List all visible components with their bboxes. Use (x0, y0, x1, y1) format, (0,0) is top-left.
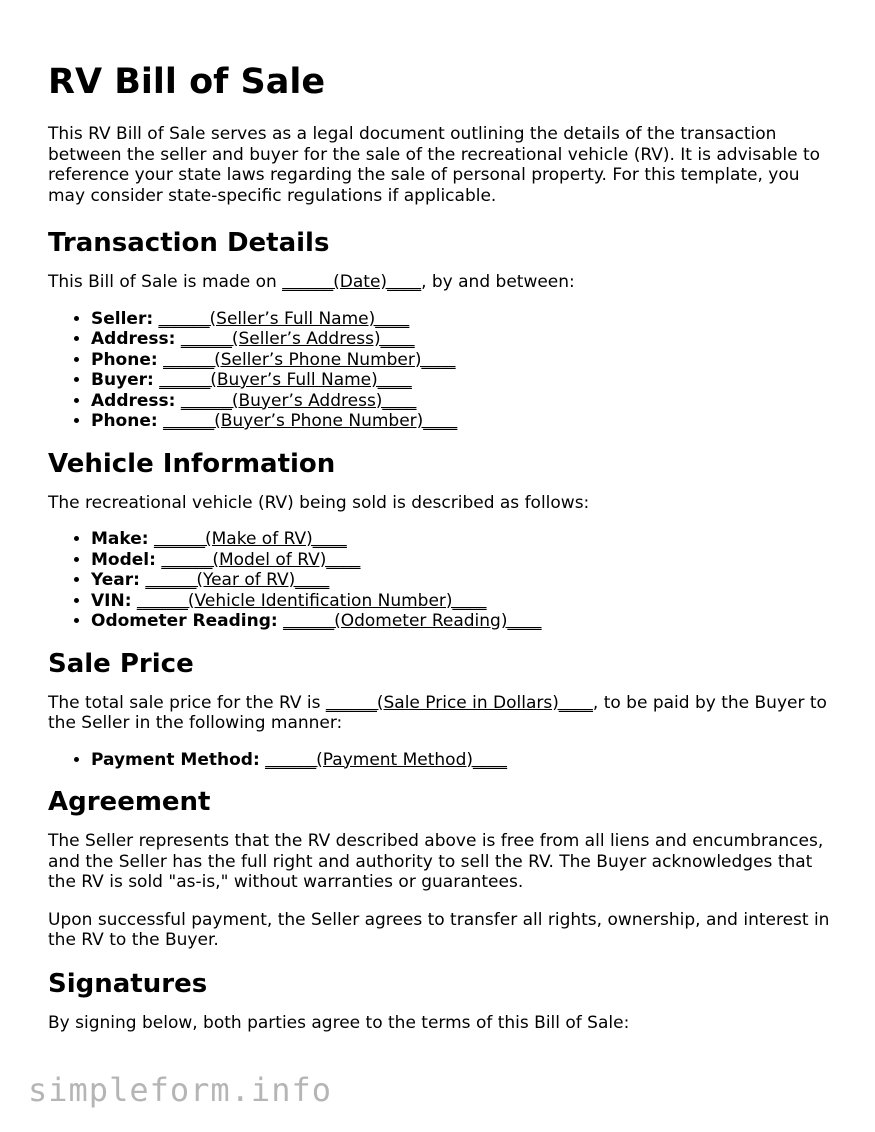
transaction-sentence (48, 272, 838, 293)
page-title: RV Bill of Sale (48, 62, 326, 102)
price-sentence-start: The total sale price for the RV is (48, 692, 326, 713)
field-label: Model: (91, 549, 156, 570)
transaction-sentence-start: This Bill of Sale is made on (48, 272, 283, 292)
list-item (91, 411, 838, 432)
field-blank: ______(Year of RV)____ (145, 570, 330, 590)
party-list (48, 309, 838, 432)
field-label: Payment Method: (91, 749, 260, 770)
section-heading-price: Sale Price (48, 648, 194, 679)
list-item (91, 750, 838, 771)
section-heading-vehicle: Vehicle Information (48, 448, 336, 479)
agreement-paragraph: The Seller represents that the RV described above is free from all liens and encumbrances, and the Seller has the full right and authority to sell the RV. The Buyer acknowledges that the RV is sold "as-is," without warranties or guarantees. (48, 831, 824, 892)
payment-list (48, 750, 838, 771)
list-item (91, 611, 838, 632)
intro-paragraph: This RV Bill of Sale serves as a legal document outlining the details of the transaction between the seller and buyer for the sale of the recreational vehicle (RV). It is advisable to reference your state laws regarding the sale of personal property. For this template, you may consider state-specific regulations if applicable. (48, 124, 821, 206)
section-heading-agreement: Agreement (48, 787, 211, 817)
field-blank: ______(Model of RV)____ (161, 549, 361, 570)
list-item (91, 350, 838, 371)
field-label: VIN: (91, 590, 132, 611)
field-blank: ______(Buyer’s Full Name)____ (159, 370, 412, 390)
list-item (91, 570, 838, 591)
field-blank: ______(Payment Method)____ (265, 749, 508, 770)
list-item (91, 370, 838, 391)
vehicle-list (48, 529, 838, 632)
signatures-intro: By signing below, both parties agree to the terms of this Bill of Sale: (48, 1012, 630, 1033)
field-blank: ______(Vehicle Identification Number)____ (136, 590, 487, 611)
transaction-sentence-end: , by and between: (421, 272, 575, 292)
section-heading-transaction: Transaction Details (48, 228, 330, 258)
date-field: ______(Date)____ (282, 272, 422, 292)
field-blank: ______(Seller’s Address)____ (180, 329, 415, 349)
field-label: Make: (91, 529, 149, 549)
watermark: simpleform.info (28, 1071, 332, 1109)
list-item (91, 309, 838, 330)
field-blank: ______(Seller’s Full Name)____ (158, 308, 410, 329)
price-sentence (48, 693, 838, 734)
field-blank: ______(Buyer’s Address)____ (180, 390, 417, 411)
field-label: Address: (91, 329, 176, 349)
list-item (91, 391, 838, 412)
field-blank: ______(Make of RV)____ (153, 529, 347, 549)
list-item (91, 550, 838, 571)
field-label: Odometer Reading: (91, 611, 278, 631)
price-field: ______(Sale Price in Dollars)____ (325, 692, 593, 713)
agreement-paragraph: Upon successful payment, the Seller agrees to transfer all rights, ownership, and interest in the RV to the Buyer. (48, 909, 830, 950)
price-sentence-end: , to be paid by the Buyer to the Seller in the following manner: (48, 692, 827, 733)
document-page (48, 60, 838, 1033)
field-label: Year: (91, 570, 140, 590)
list-item (91, 591, 838, 612)
field-blank: ______(Seller’s Phone Number)____ (163, 349, 456, 370)
field-label: Address: (91, 390, 176, 411)
list-item (91, 529, 838, 550)
section-heading-signatures: Signatures (48, 968, 208, 999)
field-blank: ______(Odometer Reading)____ (283, 611, 542, 631)
list-item (91, 329, 838, 350)
field-blank: ______(Buyer’s Phone Number)____ (163, 411, 458, 431)
field-label: Phone: (91, 349, 158, 370)
field-label: Buyer: (91, 370, 154, 390)
field-label: Phone: (91, 411, 158, 431)
vehicle-intro: The recreational vehicle (RV) being sold is described as follows: (48, 492, 590, 513)
field-label: Seller: (91, 308, 154, 329)
